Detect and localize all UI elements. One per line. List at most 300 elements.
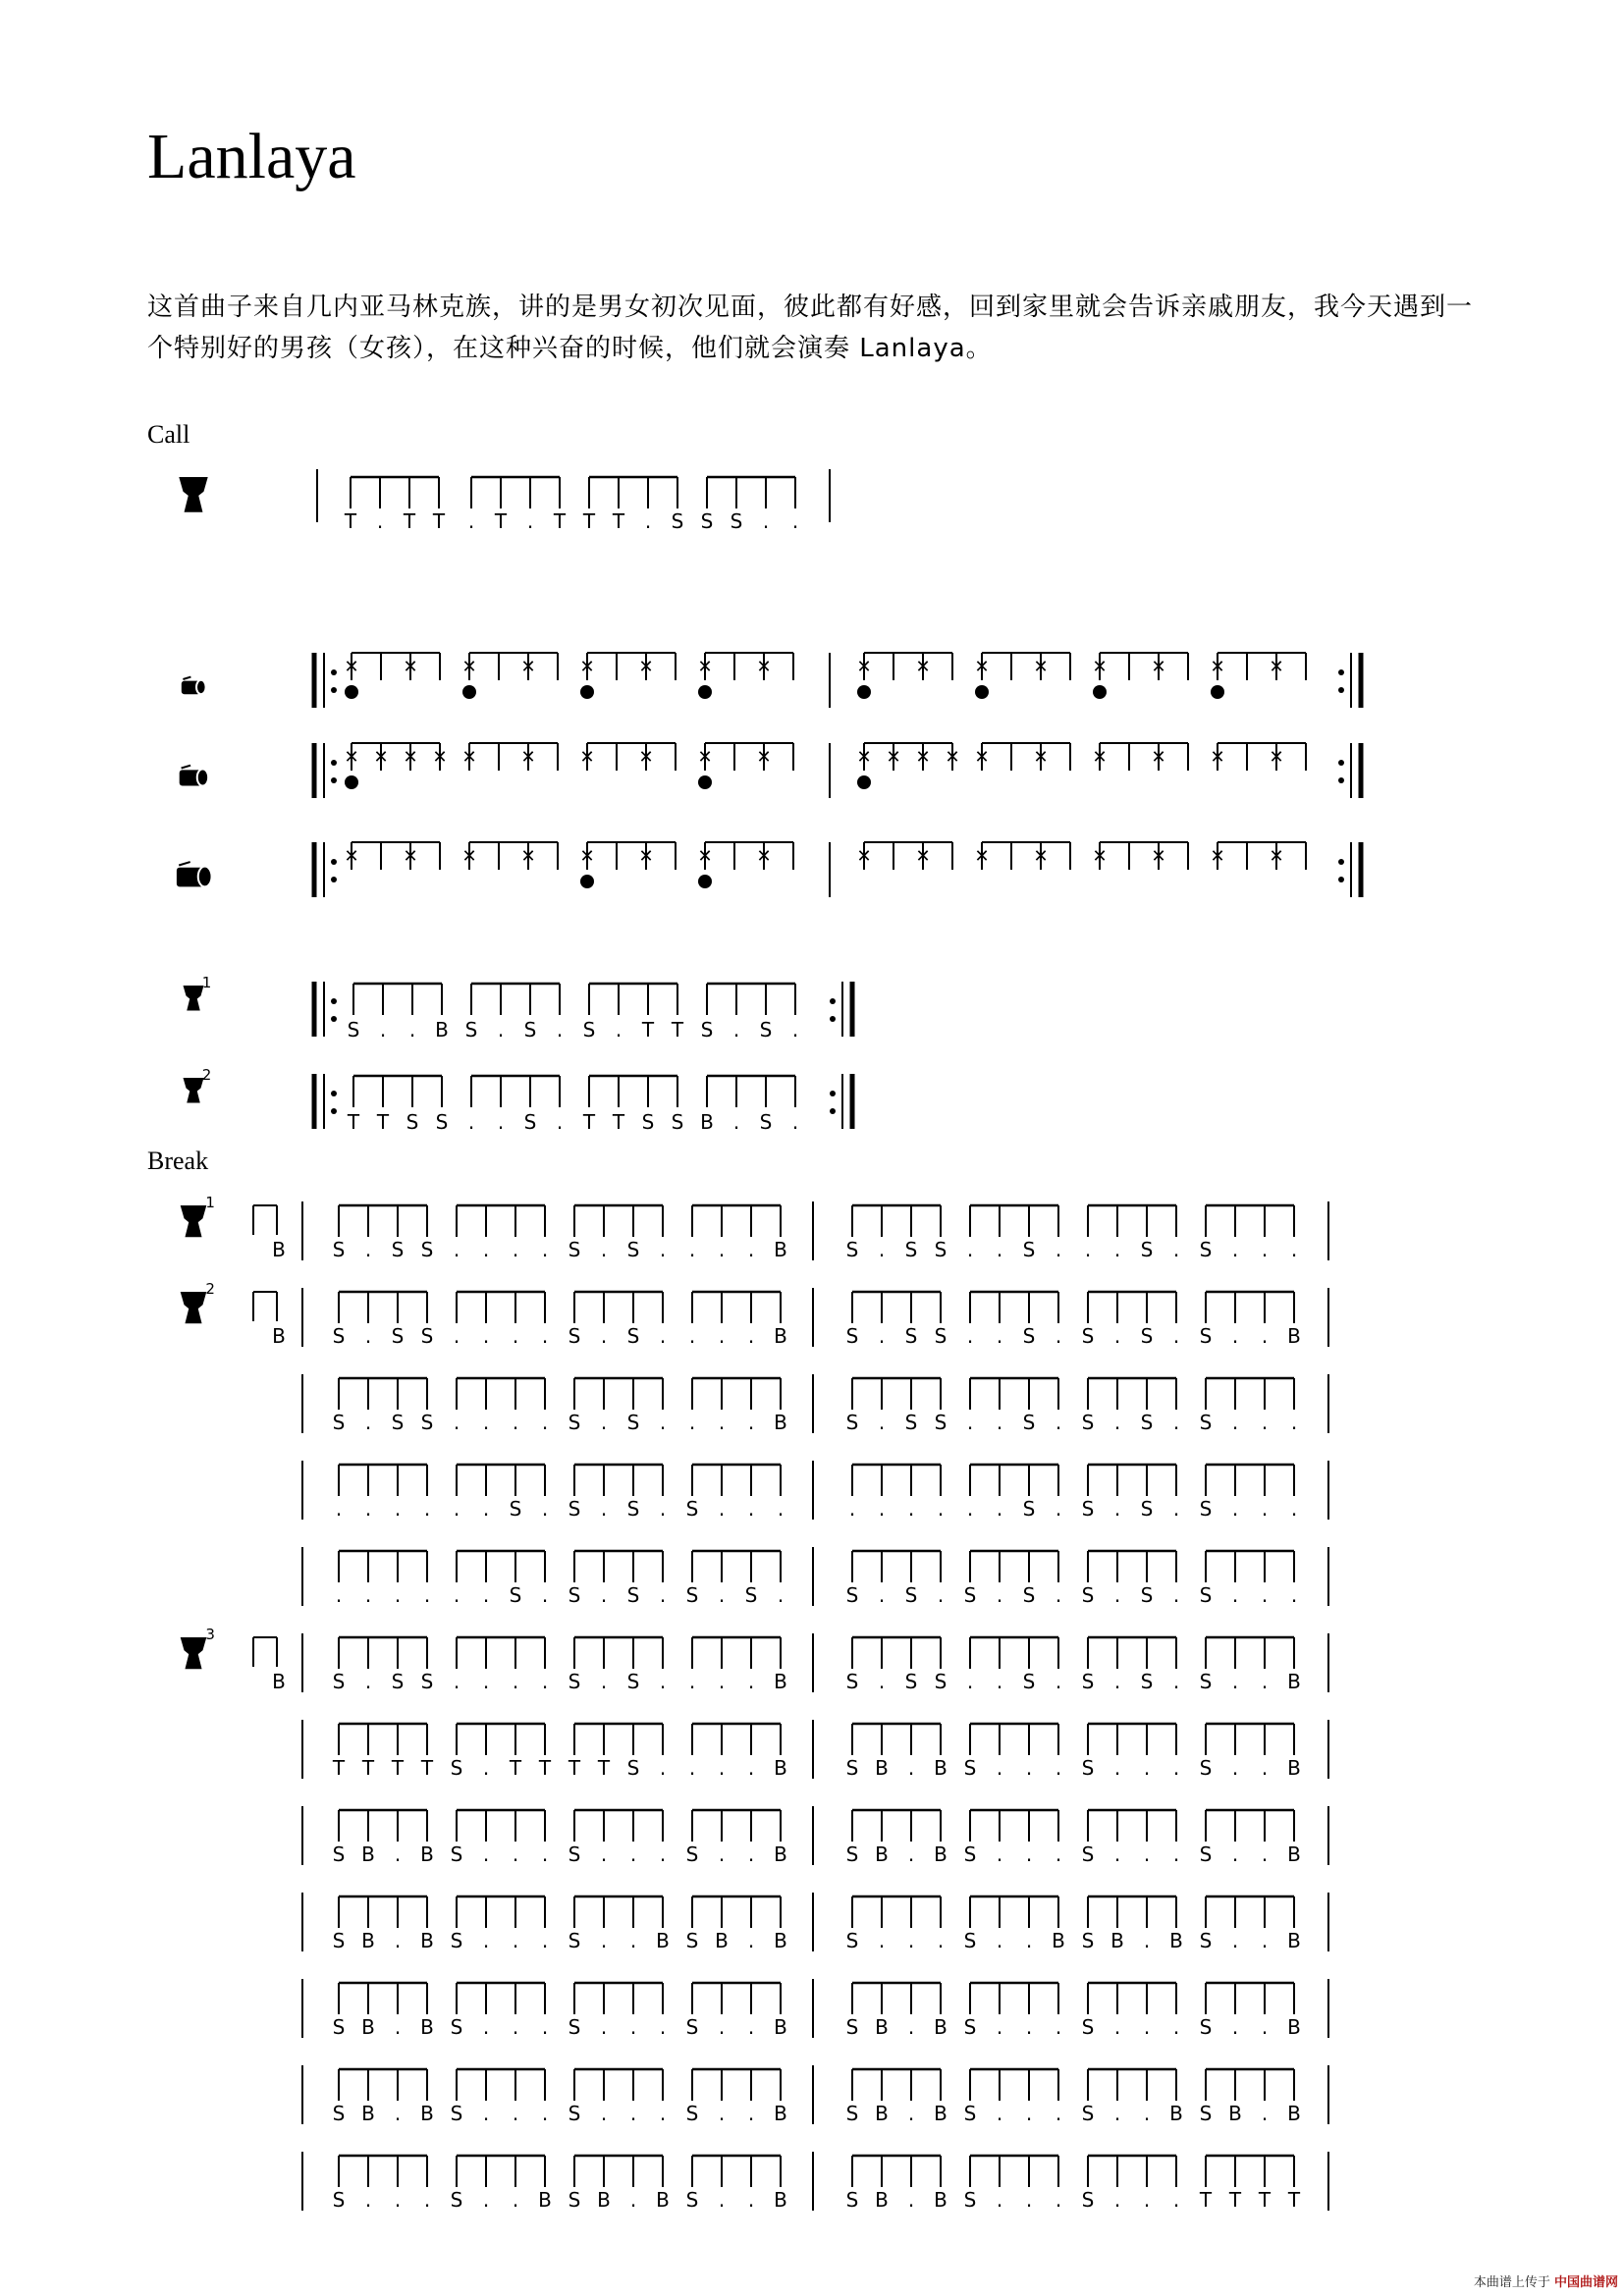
- bell-mark: ✕: [697, 846, 713, 867]
- stroke-letter: T: [568, 1756, 581, 1780]
- stroke-letter: S: [332, 1670, 346, 1693]
- stroke-letter: T: [376, 1110, 390, 1134]
- stroke-letter: .: [747, 1238, 755, 1261]
- stroke-letter: .: [394, 2102, 402, 2125]
- stroke-letter: .: [512, 1842, 519, 1866]
- stroke-letter: .: [600, 2015, 608, 2039]
- drum-hit: [1211, 685, 1224, 699]
- stroke-letter: .: [1113, 2188, 1121, 2212]
- stroke-letter: S: [420, 1324, 434, 1348]
- stroke-letter: S: [963, 2188, 977, 2212]
- stroke-letter: .: [453, 1411, 460, 1434]
- drum-hit: [462, 685, 476, 699]
- stroke-letter: .: [615, 1018, 623, 1041]
- stroke-letter: S: [1140, 1411, 1154, 1434]
- bell-mark: ✕: [461, 747, 477, 768]
- repeat-dot: [1338, 669, 1344, 675]
- stroke-letter: S: [641, 1110, 655, 1134]
- stroke-letter: S: [582, 1018, 596, 1041]
- bell-mark: ✕: [1151, 657, 1166, 677]
- bell-mark: ✕: [945, 747, 960, 768]
- stroke-letter: S: [1199, 1497, 1213, 1521]
- stroke-letter: S: [568, 1929, 581, 1952]
- stroke-letter: S: [1199, 1324, 1213, 1348]
- stroke-letter: S: [568, 2188, 581, 2212]
- stroke-letter: .: [1055, 2015, 1062, 2039]
- stroke-letter: .: [1231, 1411, 1239, 1434]
- drum-hit: [698, 775, 712, 789]
- bell-mark: ✕: [579, 657, 595, 677]
- djembe-icon: [179, 477, 207, 512]
- stroke-letter: .: [996, 1842, 1003, 1866]
- stroke-letter: B: [715, 1929, 729, 1952]
- stroke-letter: B: [774, 1670, 787, 1693]
- stroke-letter: S: [1140, 1324, 1154, 1348]
- stroke-letter: .: [1055, 1842, 1062, 1866]
- drum-hit: [580, 875, 594, 888]
- stroke-letter: .: [541, 1238, 549, 1261]
- stroke-letter: B: [656, 2188, 670, 2212]
- bell-mark: ✕: [697, 747, 713, 768]
- bell-mark: ✕: [1033, 657, 1049, 677]
- stroke-letter: .: [1055, 1497, 1062, 1521]
- stroke-letter: .: [659, 2015, 667, 2039]
- stroke-letter: B: [538, 2188, 552, 2212]
- stroke-letter: .: [747, 1670, 755, 1693]
- stroke-letter: S: [450, 2102, 463, 2125]
- stroke-letter: B: [361, 1929, 375, 1952]
- stroke-letter: S: [845, 1842, 859, 1866]
- stroke-letter: .: [1261, 1670, 1269, 1693]
- bell-mark: ✕: [756, 657, 772, 677]
- bell-mark: ✕: [1151, 846, 1166, 867]
- dun-stick: [182, 766, 191, 769]
- page-title: Lanlaya: [147, 121, 356, 192]
- drum-hit: [857, 685, 871, 699]
- stroke-letter: .: [541, 1497, 549, 1521]
- stroke-letter: .: [600, 1411, 608, 1434]
- stroke-letter: S: [845, 1670, 859, 1693]
- dun-stick: [179, 862, 190, 865]
- stroke-letter: B: [875, 1842, 889, 1866]
- bell-mark: ✕: [403, 747, 418, 768]
- stroke-letter: .: [996, 1238, 1003, 1261]
- stroke-letter: S: [1081, 2015, 1095, 2039]
- voice-number: 2: [205, 1280, 215, 1298]
- stroke-letter: .: [996, 1929, 1003, 1952]
- djembe-icon: [184, 1078, 204, 1103]
- stroke-letter: .: [335, 1583, 343, 1607]
- stroke-letter: .: [659, 1842, 667, 1866]
- stroke-letter: B: [774, 2102, 787, 2125]
- stroke-letter: T: [612, 509, 625, 533]
- stroke-letter: .: [394, 1929, 402, 1952]
- stroke-letter: .: [1025, 2102, 1033, 2125]
- stroke-letter: .: [1113, 1842, 1121, 1866]
- stroke-letter: .: [408, 1018, 416, 1041]
- stroke-letter: .: [996, 1583, 1003, 1607]
- repeat-dot: [830, 1108, 836, 1114]
- stroke-letter: .: [482, 2188, 490, 2212]
- stroke-letter: .: [512, 2188, 519, 2212]
- stroke-letter: .: [659, 1583, 667, 1607]
- stroke-letter: .: [364, 1497, 372, 1521]
- stroke-letter: .: [482, 1842, 490, 1866]
- stroke-letter: B: [272, 1670, 286, 1693]
- bell-mark: ✕: [1092, 846, 1108, 867]
- intro-paragraph: 这首曲子来自几内亚马林克族，讲的是男女初次见面，彼此都有好感，回到家里就会告诉亲戚朋友，我今天遇到一个特别好的男孩（女孩），在这种兴奋的时候，他们就会演奏 Lanlaya。: [147, 293, 1474, 363]
- bell-mark: ✕: [579, 846, 595, 867]
- stroke-letter: .: [556, 1018, 564, 1041]
- stroke-letter: .: [1261, 1411, 1269, 1434]
- stroke-letter: .: [996, 2188, 1003, 2212]
- stroke-letter: S: [845, 2102, 859, 2125]
- stroke-letter: .: [659, 1238, 667, 1261]
- stroke-letter: .: [747, 1756, 755, 1780]
- stroke-letter: .: [423, 1583, 431, 1607]
- stroke-letter: .: [394, 1497, 402, 1521]
- stroke-letter: S: [568, 2102, 581, 2125]
- stroke-letter: B: [361, 2102, 375, 2125]
- stroke-letter: .: [482, 1497, 490, 1521]
- bell-mark: ✕: [1210, 657, 1225, 677]
- stroke-letter: .: [791, 1110, 799, 1134]
- stroke-letter: .: [659, 1411, 667, 1434]
- stroke-letter: .: [1261, 1238, 1269, 1261]
- repeat-dot: [331, 760, 337, 766]
- stroke-letter: S: [1140, 1497, 1154, 1521]
- stroke-letter: .: [937, 1497, 945, 1521]
- stroke-letter: .: [364, 1324, 372, 1348]
- stroke-letter: B: [1287, 2102, 1301, 2125]
- stroke-letter: S: [1022, 1583, 1036, 1607]
- stroke-letter: .: [1290, 1583, 1298, 1607]
- stroke-letter: S: [845, 1238, 859, 1261]
- stroke-letter: T: [494, 509, 508, 533]
- stroke-letter: B: [420, 1842, 434, 1866]
- stroke-letter: .: [1055, 1756, 1062, 1780]
- stroke-letter: .: [732, 1018, 740, 1041]
- stroke-letter: S: [904, 1583, 918, 1607]
- stroke-letter: .: [600, 1929, 608, 1952]
- stroke-letter: .: [1143, 2188, 1151, 2212]
- stroke-letter: .: [1055, 1583, 1062, 1607]
- stroke-letter: T: [420, 1756, 434, 1780]
- bell-mark: ✕: [638, 747, 654, 768]
- stroke-letter: B: [1287, 1842, 1301, 1866]
- bell-mark: ✕: [756, 846, 772, 867]
- stroke-letter: T: [509, 1756, 522, 1780]
- drum-hit: [1093, 685, 1107, 699]
- djembe-icon: [181, 1637, 207, 1669]
- bell-mark: ✕: [520, 657, 536, 677]
- stroke-letter: S: [1199, 2015, 1213, 2039]
- djembe-icon: [181, 1292, 207, 1323]
- stroke-letter: .: [1231, 1842, 1239, 1866]
- stroke-letter: S: [845, 1324, 859, 1348]
- stroke-letter: .: [747, 2015, 755, 2039]
- djembe-icon: [181, 1205, 207, 1237]
- stroke-letter: .: [1025, 1842, 1033, 1866]
- stroke-letter: .: [541, 1670, 549, 1693]
- bell-mark: ✕: [432, 747, 448, 768]
- stroke-letter: B: [1287, 1670, 1301, 1693]
- stroke-letter: .: [718, 1842, 726, 1866]
- stroke-letter: S: [963, 1929, 977, 1952]
- stroke-letter: .: [1113, 2102, 1121, 2125]
- stroke-letter: .: [1172, 1583, 1180, 1607]
- stroke-letter: B: [700, 1110, 714, 1134]
- stroke-letter: S: [845, 1411, 859, 1434]
- stroke-letter: .: [1172, 1497, 1180, 1521]
- stroke-letter: .: [996, 1497, 1003, 1521]
- stroke-letter: S: [626, 1411, 640, 1434]
- bell-mark: ✕: [638, 846, 654, 867]
- stroke-letter: .: [1143, 1929, 1151, 1952]
- stroke-letter: B: [774, 1929, 787, 1952]
- stroke-letter: .: [659, 1497, 667, 1521]
- stroke-letter: B: [875, 2015, 889, 2039]
- stroke-letter: .: [718, 1411, 726, 1434]
- stroke-letter: T: [344, 509, 357, 533]
- stroke-letter: .: [907, 1929, 915, 1952]
- stroke-letter: .: [1055, 1670, 1062, 1693]
- stroke-letter: S: [671, 509, 684, 533]
- stroke-letter: .: [688, 1756, 696, 1780]
- stroke-letter: .: [394, 2015, 402, 2039]
- stroke-letter: S: [568, 1583, 581, 1607]
- stroke-letter: S: [332, 1929, 346, 1952]
- stroke-letter: .: [718, 1497, 726, 1521]
- stroke-letter: T: [553, 509, 567, 533]
- bell-mark: ✕: [915, 747, 931, 768]
- stroke-letter: .: [482, 1929, 490, 1952]
- bell-mark: ✕: [344, 846, 359, 867]
- stroke-letter: B: [1287, 1324, 1301, 1348]
- stroke-letter: B: [1169, 2102, 1183, 2125]
- stroke-letter: .: [878, 1929, 886, 1952]
- stroke-letter: .: [1231, 2015, 1239, 2039]
- repeat-dot: [331, 859, 337, 865]
- stroke-letter: S: [420, 1411, 434, 1434]
- stroke-letter: S: [845, 1756, 859, 1780]
- stroke-letter: S: [1199, 1238, 1213, 1261]
- bell-mark: ✕: [1269, 747, 1284, 768]
- stroke-letter: S: [685, 1583, 699, 1607]
- stroke-letter: .: [1261, 1497, 1269, 1521]
- stroke-letter: S: [420, 1238, 434, 1261]
- stroke-letter: .: [512, 1670, 519, 1693]
- stroke-letter: B: [774, 1842, 787, 1866]
- stroke-letter: .: [996, 1670, 1003, 1693]
- stroke-letter: S: [464, 1018, 478, 1041]
- stroke-letter: S: [568, 2015, 581, 2039]
- stroke-letter: S: [845, 2188, 859, 2212]
- stroke-letter: .: [1113, 1238, 1121, 1261]
- stroke-letter: S: [963, 2102, 977, 2125]
- stroke-letter: .: [937, 1583, 945, 1607]
- stroke-letter: .: [1113, 2015, 1121, 2039]
- bell-mark: ✕: [344, 657, 359, 677]
- stroke-letter: .: [1143, 1756, 1151, 1780]
- repeat-dot: [331, 1016, 337, 1022]
- stroke-letter: S: [391, 1324, 405, 1348]
- stroke-letter: .: [1113, 1670, 1121, 1693]
- stroke-letter: B: [875, 1756, 889, 1780]
- stroke-letter: .: [659, 2102, 667, 2125]
- stroke-letter: .: [688, 1411, 696, 1434]
- stroke-letter: T: [403, 509, 416, 533]
- stroke-letter: .: [747, 1324, 755, 1348]
- stroke-letter: .: [747, 1929, 755, 1952]
- stroke-letter: S: [759, 1018, 773, 1041]
- bell-mark: ✕: [461, 846, 477, 867]
- dun-drum-icon: [197, 769, 208, 785]
- stroke-letter: S: [1140, 1238, 1154, 1261]
- stroke-letter: B: [1052, 1929, 1065, 1952]
- stroke-letter: B: [875, 2102, 889, 2125]
- bell-mark: ✕: [520, 747, 536, 768]
- stroke-letter: .: [1055, 1324, 1062, 1348]
- repeat-dot: [331, 687, 337, 693]
- stroke-letter: .: [364, 1411, 372, 1434]
- stroke-letter: S: [759, 1110, 773, 1134]
- stroke-letter: S: [509, 1583, 522, 1607]
- stroke-letter: .: [541, 1842, 549, 1866]
- stroke-letter: .: [482, 1411, 490, 1434]
- stroke-letter: .: [1261, 2102, 1269, 2125]
- bell-mark: ✕: [373, 747, 389, 768]
- stroke-letter: .: [629, 1929, 637, 1952]
- stroke-letter: .: [996, 1756, 1003, 1780]
- repeat-dot: [1338, 859, 1344, 865]
- stroke-letter: .: [762, 509, 770, 533]
- stroke-letter: .: [848, 1497, 856, 1521]
- stroke-letter: B: [1287, 1929, 1301, 1952]
- section-label-call: Call: [147, 420, 190, 449]
- stroke-letter: .: [1055, 1411, 1062, 1434]
- dun-drum-icon: [198, 867, 212, 887]
- stroke-letter: S: [450, 1756, 463, 1780]
- bell-mark: ✕: [974, 846, 990, 867]
- bell-mark: ✕: [403, 846, 418, 867]
- stroke-letter: S: [420, 1670, 434, 1693]
- repeat-dot: [1338, 687, 1344, 693]
- bell-mark: ✕: [579, 747, 595, 768]
- bell-mark: ✕: [756, 747, 772, 768]
- stroke-letter: S: [934, 1670, 947, 1693]
- stroke-letter: .: [482, 1583, 490, 1607]
- stroke-letter: S: [963, 1583, 977, 1607]
- stroke-letter: S: [730, 509, 743, 533]
- stroke-letter: .: [966, 1411, 974, 1434]
- stroke-letter: .: [1055, 2102, 1062, 2125]
- stroke-letter: .: [1172, 1670, 1180, 1693]
- stroke-letter: .: [1290, 1497, 1298, 1521]
- stroke-letter: S: [1081, 1583, 1095, 1607]
- bell-mark: ✕: [638, 657, 654, 677]
- stroke-letter: .: [1113, 1411, 1121, 1434]
- stroke-letter: .: [556, 1110, 564, 1134]
- stroke-letter: S: [347, 1018, 360, 1041]
- stroke-letter: .: [1261, 1324, 1269, 1348]
- bell-mark: ✕: [886, 747, 901, 768]
- section-label-break: Break: [147, 1147, 209, 1175]
- stroke-letter: S: [1199, 2102, 1213, 2125]
- stroke-letter: .: [1261, 1756, 1269, 1780]
- stroke-letter: B: [774, 1324, 787, 1348]
- stroke-letter: .: [1172, 2015, 1180, 2039]
- stroke-letter: .: [629, 2102, 637, 2125]
- stroke-letter: S: [1022, 1670, 1036, 1693]
- stroke-letter: S: [568, 1238, 581, 1261]
- stroke-letter: S: [671, 1110, 684, 1134]
- stroke-letter: .: [541, 1411, 549, 1434]
- stroke-letter: .: [718, 1324, 726, 1348]
- stroke-letter: .: [1261, 1929, 1269, 1952]
- repeat-dot: [830, 998, 836, 1004]
- stroke-letter: .: [364, 1670, 372, 1693]
- stroke-letter: B: [361, 1842, 375, 1866]
- stroke-letter: .: [907, 1756, 915, 1780]
- stroke-letter: T: [1228, 2188, 1242, 2212]
- stroke-letter: S: [1081, 2188, 1095, 2212]
- stroke-letter: .: [907, 2015, 915, 2039]
- stroke-letter: .: [1025, 2015, 1033, 2039]
- stroke-letter: S: [568, 1670, 581, 1693]
- stroke-letter: .: [718, 1238, 726, 1261]
- stroke-letter: .: [512, 1238, 519, 1261]
- repeat-dot: [830, 1091, 836, 1096]
- bell-mark: ✕: [403, 657, 418, 677]
- stroke-letter: .: [629, 2015, 637, 2039]
- stroke-letter: S: [904, 1411, 918, 1434]
- stroke-letter: S: [1022, 1497, 1036, 1521]
- stroke-letter: S: [685, 2188, 699, 2212]
- stroke-letter: S: [332, 1411, 346, 1434]
- stroke-letter: .: [747, 1842, 755, 1866]
- stroke-letter: .: [747, 1411, 755, 1434]
- stroke-letter: .: [747, 1497, 755, 1521]
- bell-mark: ✕: [1151, 747, 1166, 768]
- stroke-letter: .: [966, 1324, 974, 1348]
- stroke-letter: .: [423, 2188, 431, 2212]
- stroke-letter: .: [541, 2102, 549, 2125]
- stroke-letter: .: [644, 509, 652, 533]
- stroke-letter: .: [1113, 1583, 1121, 1607]
- stroke-letter: .: [1143, 2015, 1151, 2039]
- stroke-letter: .: [600, 1583, 608, 1607]
- stroke-letter: .: [878, 1324, 886, 1348]
- stroke-letter: .: [1172, 1238, 1180, 1261]
- stroke-letter: .: [878, 1583, 886, 1607]
- stroke-letter: T: [671, 1018, 684, 1041]
- stroke-letter: .: [453, 1238, 460, 1261]
- stroke-letter: B: [272, 1324, 286, 1348]
- stroke-letter: .: [1261, 2015, 1269, 2039]
- stroke-letter: .: [364, 1583, 372, 1607]
- stroke-letter: .: [629, 2188, 637, 2212]
- bell-mark: ✕: [1033, 747, 1049, 768]
- stroke-letter: S: [568, 1411, 581, 1434]
- stroke-letter: .: [467, 1110, 475, 1134]
- stroke-letter: B: [1169, 1929, 1183, 1952]
- stroke-letter: S: [1199, 1842, 1213, 1866]
- stroke-letter: T: [332, 1756, 346, 1780]
- stroke-letter: S: [523, 1018, 537, 1041]
- stroke-letter: .: [791, 509, 799, 533]
- stroke-letter: .: [878, 1411, 886, 1434]
